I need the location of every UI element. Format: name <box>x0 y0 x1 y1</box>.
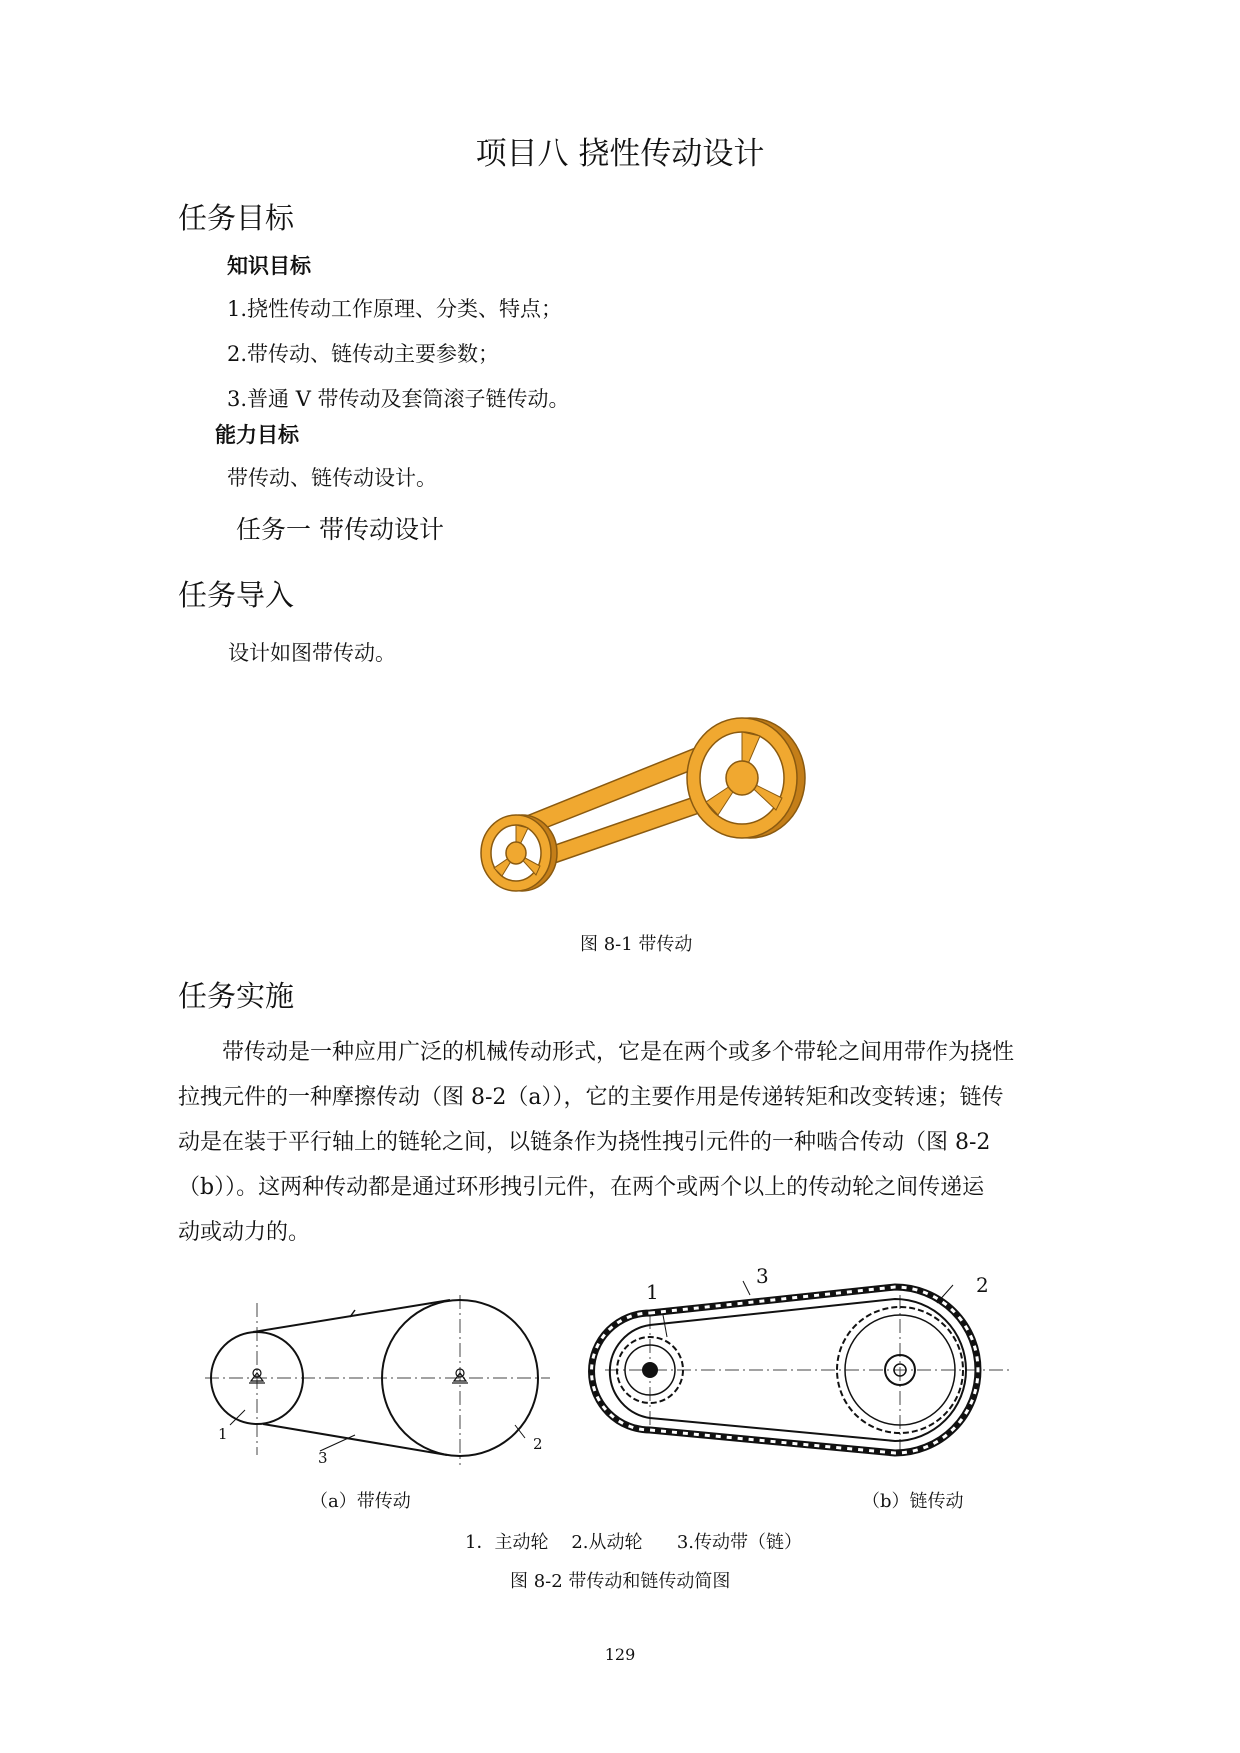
knowledge-item-1: 1.挠性传动工作原理、分类、特点； <box>227 297 563 321</box>
impl-line: 动或动力的。 <box>178 1220 311 1245</box>
fig2-legend: 1．主动轮 2.从动轮 3.传动带（链） <box>465 1532 803 1553</box>
fig2a-caption: （a）带传动 <box>310 1491 411 1512</box>
fig2b-label-1: 1 <box>646 1280 659 1304</box>
fig2-caption: 图 8-2 带传动和链传动简图 <box>510 1571 731 1592</box>
page-title: 项目八 挠性传动设计 <box>475 136 765 172</box>
fig2a-label-2: 2 <box>533 1435 543 1453</box>
knowledge-item-2: 2.带传动、链传动主要参数； <box>227 342 500 366</box>
fig2b-label-3: 3 <box>756 1264 769 1288</box>
fig2a-label-3: 3 <box>318 1449 328 1467</box>
fig2b-caption: （b）链传动 <box>862 1491 964 1512</box>
intro-text: 设计如图带传动。 <box>228 641 396 665</box>
impl-line: 动是在装于平行轴上的链轮之间，以链条作为挠性拽引元件的一种啮合传动（图 8-2 <box>178 1130 991 1155</box>
objectives-heading: 任务目标 <box>178 201 295 235</box>
knowledge-heading: 知识目标 <box>227 254 311 278</box>
ability-heading: 能力目标 <box>215 423 299 447</box>
figure1-caption: 图 8-1 带传动 <box>580 934 693 955</box>
impl-heading: 任务实施 <box>178 979 295 1013</box>
ability-text: 带传动、链传动设计。 <box>227 466 437 490</box>
intro-heading: 任务导入 <box>178 578 295 612</box>
impl-line: 带传动是一种应用广泛的机械传动形式，它是在两个或多个带轮之间用带作为挠性 <box>178 1040 1015 1065</box>
figure-belt-drive-3d <box>480 710 820 900</box>
impl-line: （b））。这两种传动都是通过环形拽引元件，在两个或两个以上的传动轮之间传递运 <box>178 1175 985 1200</box>
page-number: 129 <box>604 1645 636 1664</box>
task-title: 任务一 带传动设计 <box>236 515 444 544</box>
impl-line: 拉拽元件的一种摩擦传动（图 8-2（a）），它的主要作用是传递转矩和改变转速；链传 <box>178 1085 1004 1110</box>
fig2a-label-1: 1 <box>218 1425 228 1443</box>
figure-chain-drive-schematic <box>595 1275 1015 1475</box>
impl-paragraph <box>178 1030 1123 1255</box>
figure-belt-drive-schematic <box>205 1275 565 1475</box>
knowledge-item-3: 3.普通 V 带传动及套筒滚子链传动。 <box>227 387 570 411</box>
fig2b-label-2: 2 <box>976 1273 989 1297</box>
